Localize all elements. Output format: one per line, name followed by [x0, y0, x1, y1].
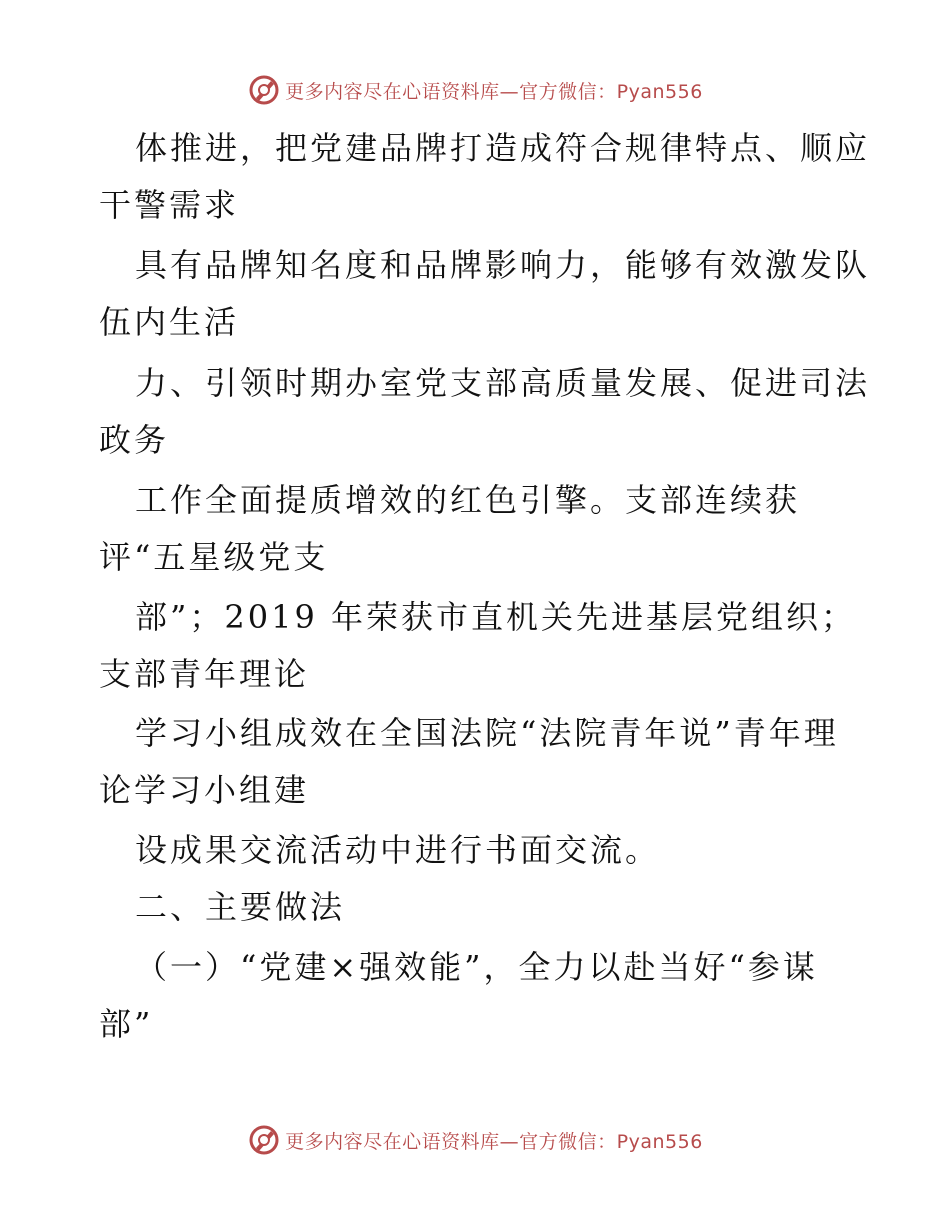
- footer-watermark: [0, 1120, 950, 1160]
- text-line: 设成果交流活动中进行书面交流。: [135, 831, 661, 869]
- subsection-heading: （一）“党建×强效能”，全力以赴当好“参谋: [135, 948, 818, 986]
- watermark-text: 更多内容尽在心语资料库—官方微信：Pyan556: [285, 1130, 703, 1153]
- text-line: 干警需求: [99, 186, 240, 224]
- section-heading: 二、主要做法: [135, 888, 346, 926]
- watermark-text: 更多内容尽在心语资料库—官方微信：Pyan556: [285, 80, 703, 103]
- text-line: 评“五星级党支: [99, 538, 329, 576]
- text-line: 具有品牌知名度和品牌影响力，能够有效激发队: [135, 246, 871, 284]
- text-line: 工作全面提质增效的红色引擎。支部连续获: [135, 481, 801, 519]
- text-line: 体推进，把党建品牌打造成符合规律特点、顺应: [135, 129, 871, 167]
- pen-logo-icon: [247, 1123, 281, 1157]
- text-line: 政务: [99, 421, 170, 459]
- text-line: 学习小组成效在全国法院“法院青年说”青年理: [135, 714, 839, 752]
- text-line: 论学习小组建: [99, 771, 310, 809]
- text-line: 部”；2019 年荣获市直机关先进基层党组织；: [135, 598, 856, 636]
- text-line: 支部青年理论: [99, 655, 310, 693]
- text-line: 力、引领时期办室党支部高质量发展、促进司法: [135, 364, 871, 402]
- text-line: 部”: [99, 1005, 154, 1043]
- text-line: 伍内生活: [99, 303, 240, 341]
